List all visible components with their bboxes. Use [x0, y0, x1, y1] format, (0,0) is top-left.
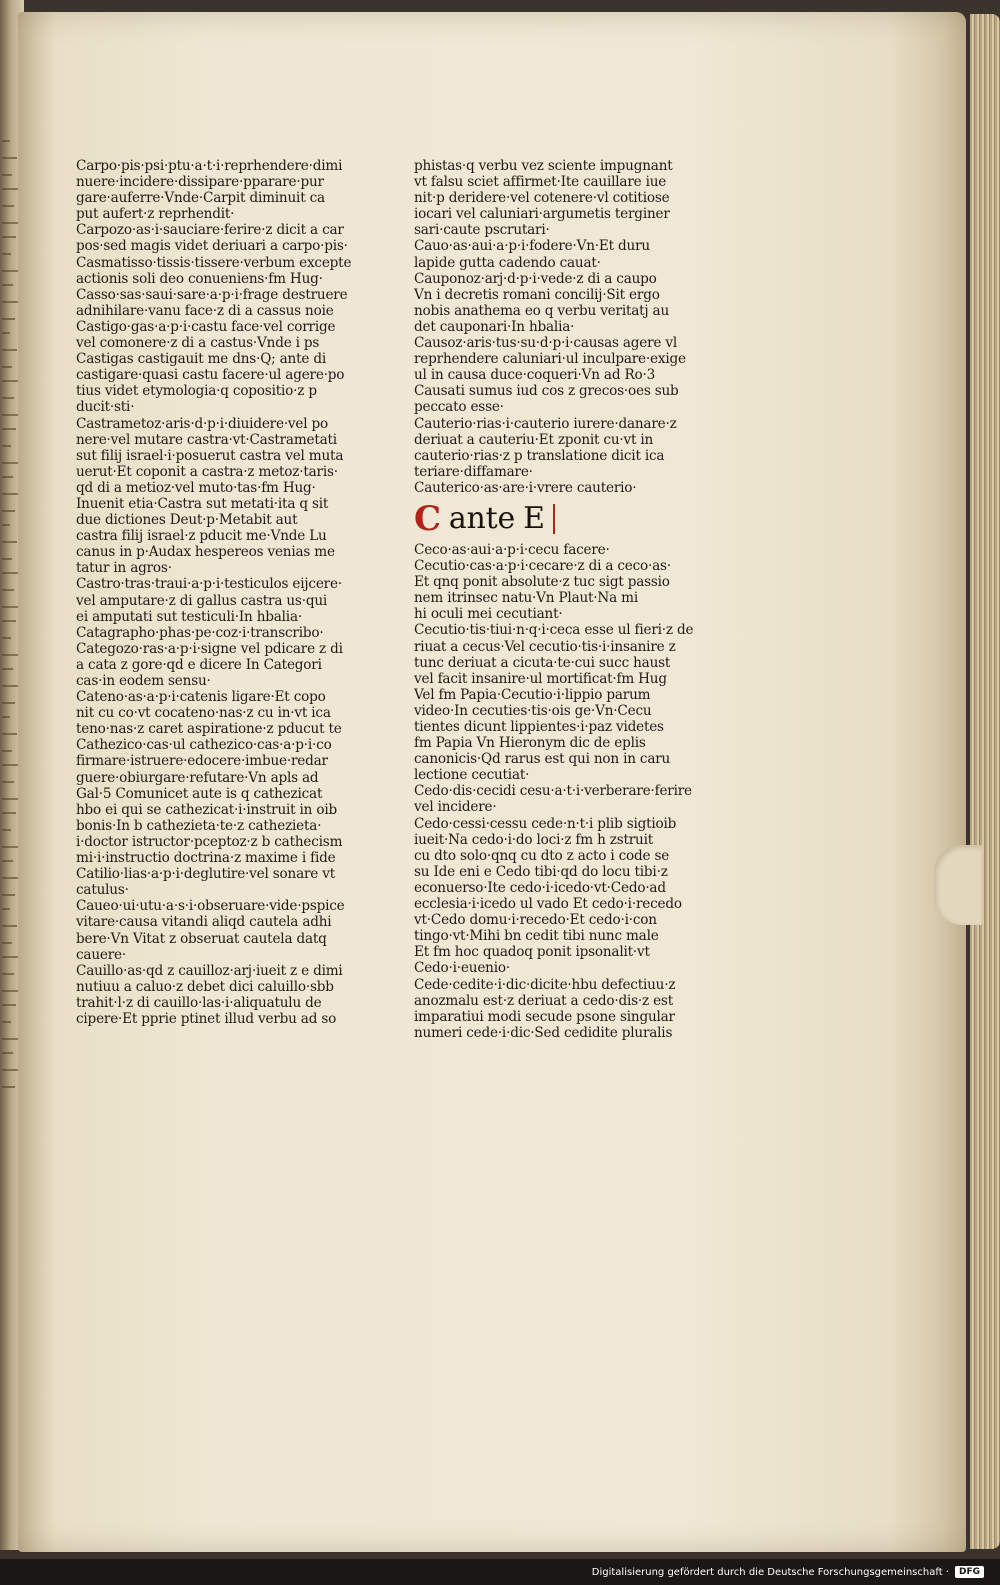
red-initial: C	[414, 498, 441, 539]
text-line: tius videt etymologia·q copositio·z p	[76, 383, 317, 400]
text-line: Cedo·i·euenio·	[414, 960, 510, 977]
text-line: a cata z gore·qd e dicere In Categori	[76, 656, 322, 673]
book-clasp	[934, 845, 982, 925]
right-column-bottom	[414, 542, 714, 1041]
text-line: Causati sumus iud cos z grecos·oes sub	[414, 383, 679, 400]
bleed-mark	[2, 140, 10, 142]
bleed-mark	[2, 428, 16, 430]
text-line: canus in p·Audax hespereos venias me	[76, 544, 335, 561]
text-line: Causoz·aris·tus·su·d·p·i·causas agere vl	[414, 335, 678, 352]
text-line: Categozo·ras·a·p·i·signe vel pdicare z di	[76, 640, 343, 657]
text-line: ecclesia·i·icedo ul vado Et cedo·i·recedo	[414, 896, 682, 913]
text-line: mi·i·instructio doctrina·z maxime i fide	[76, 850, 336, 867]
text-line: i·doctor istructor·pceptoz·z b cathecism	[76, 833, 343, 850]
text-line: sari·caute pscrutari·	[414, 222, 550, 239]
bleed-mark	[2, 908, 10, 910]
text-line: Cedo·cessi·cessu cede·n·t·i plib sigtioib	[414, 815, 677, 832]
funding-credit: Digitalisierung gefördert durch die Deutsche Forschungsgemeinschaft ·	[591, 1566, 949, 1578]
bleed-mark	[2, 253, 11, 255]
text-line: catulus·	[76, 882, 129, 899]
text-line: peccato esse·	[414, 399, 504, 416]
text-line: Cathezico·cas·ul cathezico·cas·a·p·i·co	[76, 737, 332, 754]
text-line: Inuenit etia·Castra sut metati·ita q sit	[76, 495, 329, 512]
text-line: guere·obiurgare·refutare·Vn apls ad	[76, 769, 319, 786]
page-edges	[970, 14, 1000, 1549]
bleed-mark	[2, 558, 12, 560]
text-line: imparatiui modi secude psone singular	[414, 1008, 675, 1025]
text-line: Cauo·as·aui·a·p·i·fodere·Vn·Et duru	[414, 238, 650, 255]
bleed-mark	[2, 445, 11, 447]
bleed-mark	[2, 188, 19, 190]
bleed-mark	[2, 1038, 18, 1040]
bleed-mark	[2, 668, 13, 670]
bleed-mark	[2, 781, 14, 783]
bleed-mark	[2, 1021, 11, 1023]
bleed-mark	[2, 750, 12, 752]
text-line: trahit·l·z di cauillo·las·i·aliquatulu de	[76, 994, 322, 1011]
text-line: det cauponari·In hbalia·	[414, 318, 575, 335]
bleed-mark	[2, 733, 17, 735]
text-line: lectione cecutiat·	[414, 767, 530, 784]
text-line: vitare·causa vitandi aliqd cautela adhi	[76, 914, 332, 931]
text-line: Cateno·as·a·p·i·catenis ligare·Et copo	[76, 689, 326, 706]
text-line: econuerso·Ite cedo·i·icedo·vt·Cedo·ad	[414, 879, 666, 896]
heading-end-letter: E	[523, 500, 545, 536]
bleed-mark	[2, 462, 18, 464]
text-line: nit cu co·vt cocateno·nas·z cu in·vt ica	[76, 705, 331, 722]
text-line: Caueo·ui·utu·a·s·i·obseruare·vide·pspice	[76, 898, 345, 915]
text-line: Cauterio·rias·i·cauterio iurere·danare·z	[414, 415, 677, 432]
text-line: Castigo·gas·a·p·i·castu face·vel corrige	[76, 318, 336, 335]
bleed-mark	[2, 702, 15, 704]
bleed-mark	[2, 366, 12, 368]
text-line: Casmatisso·tissis·tissere·verbum excepte	[76, 254, 352, 271]
text-line: Catagrapho·phas·pe·coz·i·transcribo·	[76, 624, 324, 641]
bleed-mark	[2, 1086, 15, 1088]
bleed-mark	[2, 332, 10, 334]
text-line: su Ide eni e Cedo tibi·qd do locu tibi·z	[414, 863, 668, 880]
bleed-mark	[2, 397, 14, 399]
bleed-mark	[2, 541, 17, 543]
bleed-mark	[2, 284, 13, 286]
text-line: due dictiones Deut·p·Metabit aut	[76, 512, 298, 529]
dfg-logo: DFG	[955, 1566, 984, 1578]
text-line: hi oculi mei cecutiant·	[414, 606, 563, 623]
bleed-mark	[2, 1004, 16, 1006]
text-line: Gal·5 Comunicet aute is q cathezicat	[76, 785, 323, 802]
text-line: tunc deriuat a cicuta·te·cui succ haust	[414, 654, 671, 671]
bleed-mark	[2, 380, 19, 382]
text-line: teriare·diffamare·	[414, 463, 533, 480]
bleed-mark	[2, 349, 17, 351]
text-line: Castrametoz·aris·d·p·i·diuidere·vel po	[76, 415, 329, 432]
text-line: nere·vel mutare castra·vt·Castrametati	[76, 431, 337, 448]
bleed-mark	[2, 1052, 13, 1054]
text-line: phistas·q verbu vez sciente impugnant	[414, 158, 673, 174]
text-line: Cauponoz·arj·d·p·i·vede·z di a caupo	[414, 270, 657, 287]
text-line: Carpozo·as·i·sauciare·ferire·z dicit a car	[76, 222, 344, 239]
text-line: Cedo·dis·cecidi cesu·a·t·i·verberare·ferire	[414, 783, 692, 800]
bleed-mark	[2, 157, 17, 159]
bleed-mark	[2, 764, 19, 766]
text-line: nuere·incidere·dissipare·pparare·pur	[76, 174, 324, 191]
text-line: Cecutio·tis·tiui·n·q·i·ceca esse ul fieri·z de	[414, 622, 694, 639]
text-line: nit·p deridere·vel cotenere·vl cotitiose	[414, 190, 670, 207]
text-line: pos·sed magis videt deriuari a carpo·pis·	[76, 238, 348, 255]
right-column-top	[414, 158, 714, 496]
bleed-mark	[2, 846, 18, 848]
text-line: cas·in eodem sensu·	[76, 673, 211, 689]
text-line: Castro·tras·traui·a·p·i·testiculos eijcere·	[76, 576, 342, 593]
text-line: cauere·	[76, 946, 126, 963]
text-line: deriuat a cauteriu·Et zponit cu·vt in	[414, 431, 654, 448]
text-line: ducit·sti·	[76, 399, 135, 416]
text-line: vel incidere·	[414, 799, 497, 816]
text-line: firmare·istruere·edocere·imbue·redar	[76, 753, 328, 770]
text-line: Casso·sas·saui·sare·a·p·i·frage destruere	[76, 286, 348, 303]
text-line: reprhendere caluniari·ul inculpare·exige	[414, 351, 686, 368]
left-text-column	[76, 158, 372, 1027]
text-line: Vel fm Papia·Cecutio·i·lippio parum	[414, 686, 651, 703]
text-line: castra filij israel·z pducit me·Vnde Lu	[76, 528, 327, 545]
bleed-mark	[2, 174, 12, 176]
text-line: actionis soli deo conueniens·fm Hug·	[76, 270, 323, 287]
text-line: cauterio·rias·z p translatione dicit ica	[414, 447, 665, 464]
bleed-mark	[2, 956, 19, 958]
text-line: teno·nas·z caret aspiratione·z pducut te	[76, 721, 342, 738]
bleed-mark	[2, 476, 13, 478]
bleed-mark	[2, 716, 10, 718]
bleed-mark	[2, 812, 16, 814]
bleed-mark	[2, 236, 16, 238]
text-line: nobis anathema eo q verbu veritatj au	[414, 302, 669, 319]
text-line: video·In cecuties·tis·ois ge·Vn·Cecu	[414, 702, 652, 719]
text-line: sut filij israel·i·posuerut castra vel muta	[76, 447, 344, 464]
bleed-mark	[2, 572, 19, 574]
text-line: canonicis·Qd rarus est qui non in caru	[414, 751, 671, 768]
bleed-mark	[2, 510, 15, 512]
text-line: riuat a cecus·Vel cecutio·tis·i·insanire z	[414, 638, 676, 655]
text-line: vt·Cedo domu·i·recedo·Et cedo·i·con	[414, 912, 657, 929]
bleed-mark	[2, 925, 17, 927]
right-text-column	[414, 158, 714, 1041]
text-line: Catilio·lias·a·p·i·deglutire·vel sonare vt	[76, 866, 335, 883]
text-line: Ceco·as·aui·a·p·i·cecu facere·	[414, 541, 610, 558]
bleed-mark	[2, 829, 11, 831]
bleed-mark	[2, 205, 14, 207]
text-line: put aufert·z reprhendit·	[76, 206, 235, 223]
text-line: numeri cede·i·dic·Sed cedidite pluralis	[414, 1024, 673, 1041]
bleed-mark	[2, 973, 14, 975]
text-line: tingo·vt·Mihi bn cedit tibi nunc male	[414, 928, 659, 945]
text-line: bere·Vn Vitat z obseruat cautela datq	[76, 930, 327, 947]
text-line: cu dto solo·qnq cu dto z acto i code se	[414, 847, 670, 864]
footer-bar	[0, 1559, 1000, 1585]
text-line: adnihilare·vanu face·z di a cassus noie	[76, 302, 334, 319]
text-line: Vn i decretis romani concilij·Sit ergo	[414, 286, 660, 303]
text-line: tientes dicunt lippientes·i·paz videtes	[414, 719, 664, 735]
text-line: vel facit insanire·ul mortificat·fm Hug	[414, 670, 667, 687]
text-line: vel comonere·z di a castus·Vnde i ps	[76, 335, 320, 352]
bleed-mark	[2, 860, 13, 862]
bleed-mark	[2, 654, 18, 656]
text-line: Castigas castigauit me dns·Q; ante di	[76, 351, 326, 368]
bleed-mark	[2, 620, 16, 622]
text-line: Et fm hoc quadoq ponit ipsonalit·vt	[414, 944, 650, 961]
text-line: anozmalu est·z deriuat a cedo·dis·z est	[414, 992, 673, 1009]
text-line: nem itrinsec natu·Vn Plaut·Na mi	[414, 590, 638, 607]
text-line: vt falsu sciet affirmet·Ite cauillare iue	[414, 174, 667, 191]
text-line: Cede·cedite·i·dic·dicite·hbu defectiuu·z	[414, 976, 676, 993]
text-line: lapide gutta cadendo cauat·	[414, 254, 601, 271]
text-line: nutiuu a caluo·z debet dici caluillo·sbb	[76, 978, 334, 995]
text-line: ul in causa duce·coqueri·Vn ad Ro·3	[414, 367, 656, 384]
text-line: Carpo·pis·psi·ptu·a·t·i·reprhendere·dimi	[76, 158, 343, 174]
heading-word: ante	[448, 500, 516, 536]
bleed-mark	[2, 942, 12, 944]
bleed-mark	[2, 524, 10, 526]
text-line: fm Papia Vn Hieronym dic de eplis	[414, 735, 646, 752]
text-line: hbo ei qui se cathezicat·i·instruit in oib	[76, 801, 337, 818]
bleed-mark	[2, 318, 15, 320]
text-line: tatur in agros·	[76, 560, 172, 577]
text-line: cipere·Et pprie ptinet illud verbu ad so	[76, 1010, 337, 1027]
bleed-mark	[2, 637, 11, 639]
text-line: Cauillo·as·qd z cauilloz·arj·iueit z e dimi	[76, 962, 343, 979]
text-line: gare·auferre·Vnde·Carpit diminuit ca	[76, 190, 325, 207]
text-line: Cauterico·as·are·i·vrere cauterio·	[414, 479, 637, 496]
text-line: castigare·quasi castu facere·ul agere·po	[76, 367, 345, 384]
text-line: Et qnq ponit absolute·z tuc sigt passio	[414, 574, 670, 591]
text-line: qd di a metioz·vel muto·tas·fm Hug·	[76, 479, 316, 496]
bleed-mark	[2, 894, 15, 896]
text-line: vel amputare·z di gallus castra us·qui	[76, 592, 328, 609]
text-line: iocari vel caluniari·argumetis terginer	[414, 206, 670, 223]
bleed-mark	[2, 589, 14, 591]
text-line: ei amputati sut testiculi·In hbalia·	[76, 608, 302, 625]
text-line: uerut·Et coponit a castra·z metoz·taris·	[76, 463, 338, 480]
section-heading	[414, 498, 714, 539]
text-line: iueit·Na cedo·i·do loci·z fm h zstruit	[414, 831, 654, 848]
text-line: bonis·In b cathezieta·te·z cathezieta·	[76, 817, 322, 834]
text-line: Cecutio·cas·a·p·i·cecare·z di a ceco·as·	[414, 558, 671, 575]
red-rubric-mark	[553, 504, 555, 534]
bleed-mark	[2, 270, 18, 272]
